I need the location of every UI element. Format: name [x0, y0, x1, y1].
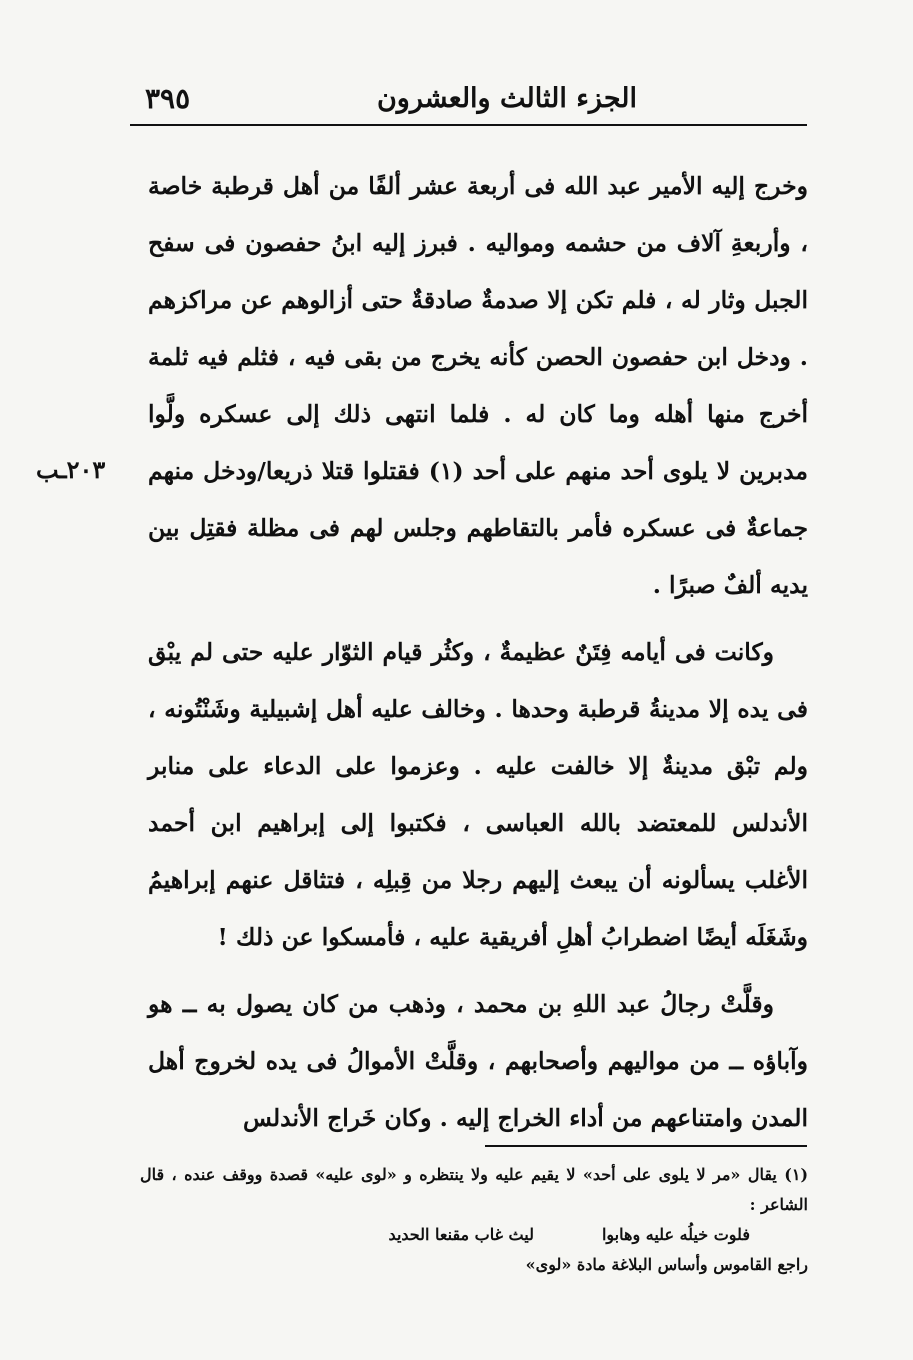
footnote-verse — [140, 1220, 808, 1250]
footnote-reference: راجع القاموس وأساس البلاغة مادة «لوى» — [525, 1255, 808, 1274]
page-number: ٣٩٥ — [145, 81, 191, 115]
verse-second-hemistich: ليث غاب مقنعا الحديد — [388, 1225, 534, 1244]
footnotes — [140, 1160, 808, 1280]
page-header — [145, 80, 807, 116]
margin-folio-note: ٢٠٣ـب — [36, 455, 106, 484]
paragraph-1: وخرج إليه الأمير عبد الله فى أربعة عشر ألفًا من أهل قرطبة خاصة ، وأربعةِ آلاف من حشمه ومواليه . فبرز إليه ابنُ حفصون فى سفح الجبل وثار له ، فلم تكن إلا صدمةٌ صادقةٌ حتى أزالوهم عن مراكزهم . ودخل ابن حفصون الحصن كأنه يخرج من بقى فيه ، فثلم فيه ثلمة أخرج منها أهله وما كان له . فلما انتهى ذلك إلى عسكره ولَّوا مدبرين لا يلوى أحد منهم على أحد (١) فقتلوا قتلا ذريعا/ودخل منهم جماعةٌ فى عسكره فأمر بالتقاطهم وجلس لهم فى مظلة فقتِل بين يديه ألفٌ صبرًا . — [148, 172, 809, 599]
paragraph-3: وقلَّتْ رجالُ عبد اللهِ بن محمد ، وذهب من كان يصول به ــ هو وآباؤه ــ من مواليهم وأصحابهم ، وقلَّتْ الأموالُ فى يده لخروج أهل المدن وامتناعهم من أداء الخراج إليه . وكان خَراج الأندلس — [148, 990, 808, 1132]
footnote-1: (١) يقال «مر لا يلوى على أحد» لا يقيم عليه ولا ينتظره و «لوى عليه» قصدة ووقف عنده ، قال الشاعر : — [140, 1165, 809, 1214]
running-head: الجزء الثالث والعشرون — [376, 82, 637, 114]
verse-first-hemistich: فلوت خيلُه عليه وهابوا — [601, 1225, 750, 1244]
header-rule — [130, 124, 807, 126]
footnote-rule — [485, 1145, 807, 1147]
main-text — [148, 158, 808, 1147]
paragraph-2: وكانت فى أيامه فِتَنٌ عظيمةٌ ، وكثُر قيام الثوّار عليه حتى لم يبْق فى يده إلا مدينةُ قرطبة وحدها . وخالف عليه أهل إشبيلية وشَنْتُونه ، ولم تبْق مدينةٌ إلا خالفت عليه . وعزموا على الدعاء على منابر الأندلس للمعتضد بالله العباسى ، فكتبوا إلى إبراهيم ابن أحمد الأغلب يسألونه أن يبعث إليهم رجلا من قِبلِه ، فتثاقل عنهم إبراهيمُ وشَغَلَه أيضًا اضطرابُ أهلِ أفريقية عليه ، فأمسكوا عن ذلك ! — [148, 638, 808, 951]
